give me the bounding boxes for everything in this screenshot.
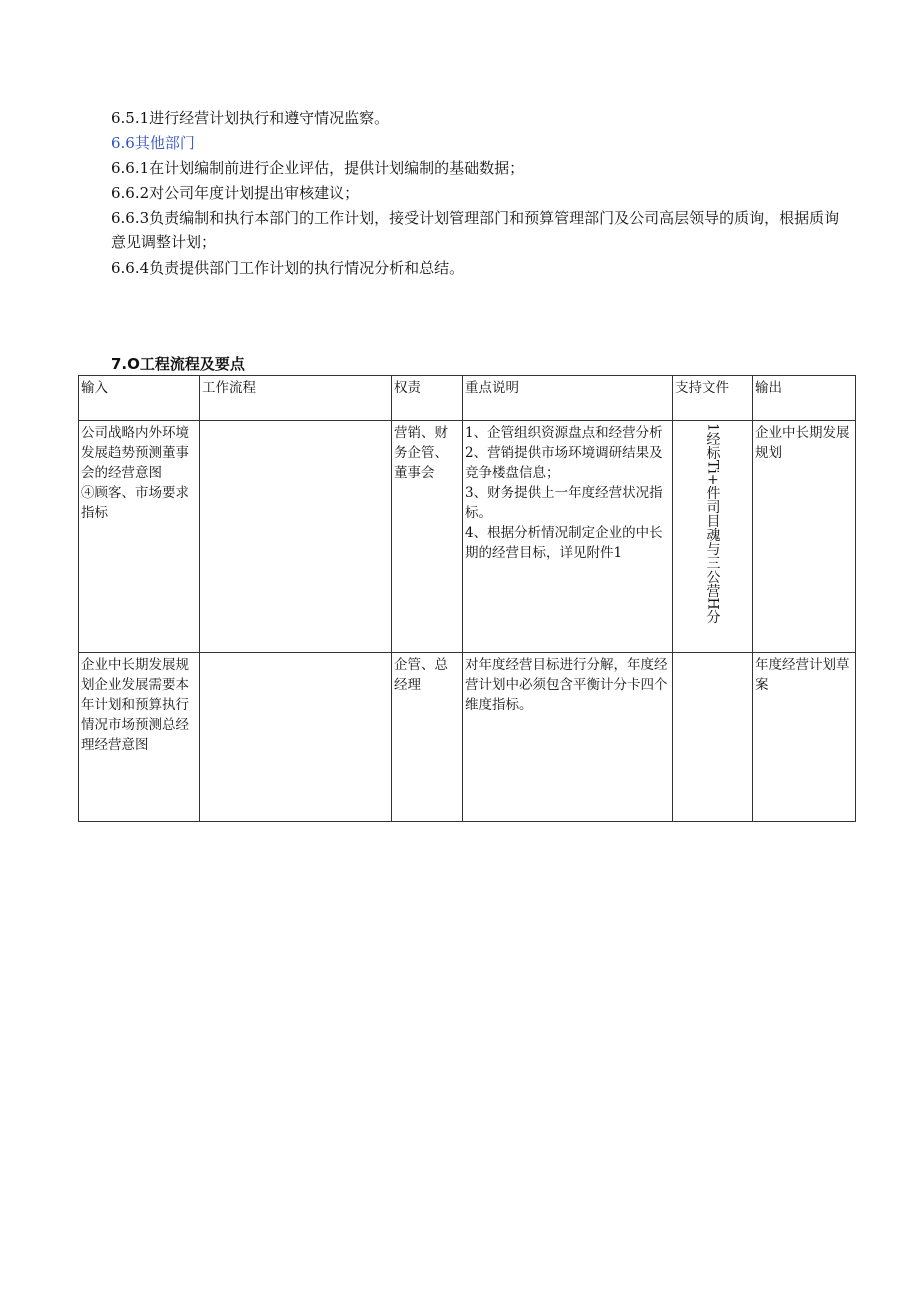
heading-6-6-other-departments: 6.6其他部门 — [111, 134, 195, 152]
clause-6-6-1: 6.6.1在计划编制前进行企业评估，提供计划编制的基础数据； — [111, 159, 525, 177]
cell-workflow — [200, 653, 392, 822]
header-authority: 权责 — [392, 376, 463, 421]
cell-authority: 企管、总经理 — [392, 653, 463, 822]
header-support-docs: 支持文件 — [673, 376, 753, 421]
cell-workflow — [200, 421, 392, 653]
cell-key-points: 对年度经营目标进行分解，年度经营计划中必须包含平衡计分卡四个维度指标。 — [463, 653, 673, 822]
table-row — [79, 653, 856, 822]
cell-authority: 营销、财务企管、董事会 — [392, 421, 463, 653]
cell-output: 年度经营计划草案 — [753, 653, 856, 822]
clause-6-6-3: 6.6.3负责编制和执行本部门的工作计划，接受计划管理部门和预算管理部门及公司高层领导的质询，根据质询意见调整计划； — [111, 209, 840, 251]
header-output: 输出 — [753, 376, 856, 421]
support-docs-vertical-text: 1经标Ti+件司目魂与三公营H分 — [704, 423, 721, 624]
cell-key-points: 1、企管组织资源盘点和经营分析 2、营销提供市场环境调研结果及竞争楼盘信息； 3、财务提供上一年度经营状况指标。 4、根据分析情况制定企业的中长期的经营目标，详见附件1 — [463, 421, 673, 653]
cell-support-docs — [673, 421, 753, 653]
header-workflow: 工作流程 — [200, 376, 392, 421]
clause-6-6-2: 6.6.2对公司年度计划提出审核建议； — [111, 184, 360, 202]
clause-6-5-1: 6.5.1进行经营计划执行和遵守情况监察。 — [111, 109, 390, 127]
header-key-points: 重点说明 — [463, 376, 673, 421]
table-header-row — [79, 376, 856, 421]
workflow-table — [78, 375, 856, 822]
cell-input: 企业中长期发展规划企业发展需要本年计划和预算执行情况市场预测总经理经营意图 — [79, 653, 200, 822]
section-title: 7.O工程流程及要点 — [111, 355, 245, 373]
header-input: 输入 — [79, 376, 200, 421]
cell-output: 企业中长期发展规划 — [753, 421, 856, 653]
cell-input: 公司战略内外环境发展趋势预测董事会的经营意图 ④顾客、市场要求指标 — [79, 421, 200, 653]
clause-6-6-4: 6.6.4负责提供部门工作计划的执行情况分析和总结。 — [111, 259, 465, 277]
table-row — [79, 421, 856, 653]
cell-support-docs — [673, 653, 753, 822]
